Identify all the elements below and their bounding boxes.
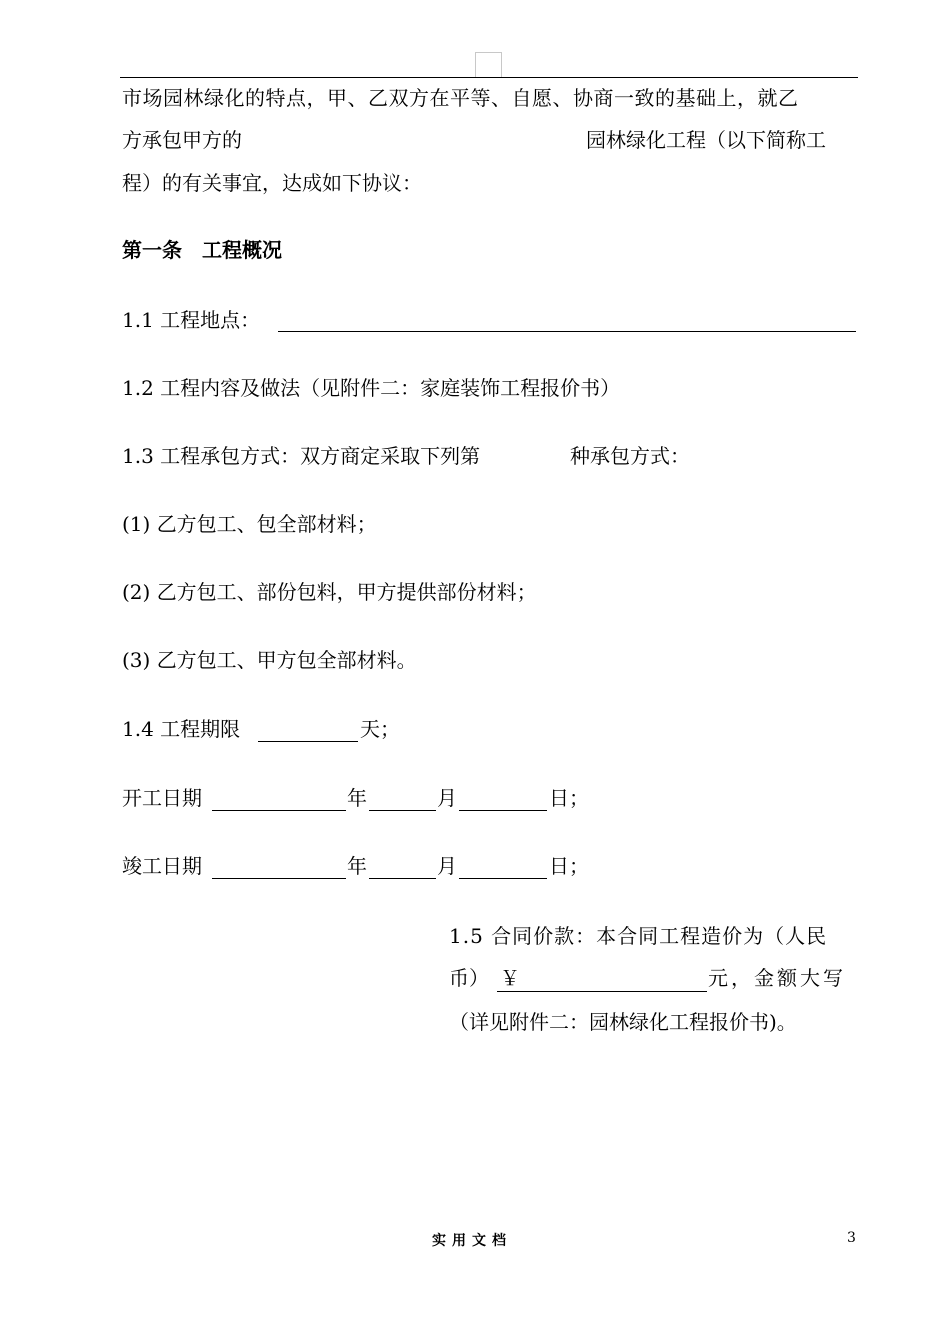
- item-1-5-line-1: 1.5 合同价款：本合同工程造价为（人民: [449, 924, 828, 948]
- item-1-5-line-3: （详见附件二：园林绿化工程报价书)。: [449, 1010, 797, 1034]
- start-month-blank: [369, 810, 436, 811]
- page-number: 3: [847, 1230, 856, 1246]
- item-1-5-currency-label: 币）: [449, 966, 489, 990]
- intro-line-2-left: 方承包甲方的: [122, 128, 242, 152]
- end-month-unit: 月: [437, 854, 457, 878]
- days-blank-line: [258, 741, 358, 742]
- item-1-3-b: 种承包方式：: [570, 444, 690, 468]
- start-year-blank: [212, 810, 346, 811]
- end-month-blank: [369, 878, 436, 879]
- end-date-label: 竣工日期: [122, 854, 202, 878]
- start-month-unit: 月: [437, 786, 457, 810]
- start-day-unit: 日；: [549, 786, 589, 810]
- option-1: (1) 乙方包工、包全部材料；: [122, 512, 377, 536]
- end-year-unit: 年: [347, 854, 367, 878]
- header-rule: [120, 77, 858, 78]
- yen-symbol: ￥: [500, 966, 520, 990]
- location-blank-line: [278, 331, 856, 332]
- option-3: (3) 乙方包工、甲方包全部材料。: [122, 648, 417, 672]
- end-day-unit: 日；: [549, 854, 589, 878]
- item-1-3-a: 1.3 工程承包方式：双方商定采取下列第: [122, 444, 481, 468]
- item-1-2: 1.2 工程内容及做法（见附件二：家庭装饰工程报价书）: [122, 376, 621, 400]
- item-1-1-label: 1.1 工程地点：: [122, 308, 261, 332]
- end-day-blank: [459, 878, 547, 879]
- days-unit: 天；: [360, 717, 400, 741]
- header-margin-marker: [475, 52, 502, 78]
- item-1-4-label: 1.4 工程期限: [122, 717, 241, 741]
- end-year-blank: [212, 878, 346, 879]
- intro-line-1: 市场园林绿化的特点，甲、乙双方在平等、自愿、协商一致的基础上，就乙: [122, 86, 799, 110]
- amount-blank-line: [497, 991, 707, 992]
- article-1-heading: 第一条 工程概况: [122, 238, 282, 262]
- option-2: (2) 乙方包工、部份包料，甲方提供部份材料；: [122, 580, 537, 604]
- start-year-unit: 年: [347, 786, 367, 810]
- start-day-blank: [459, 810, 547, 811]
- intro-line-3: 程）的有关事宜，达成如下协议：: [122, 171, 422, 195]
- start-date-label: 开工日期: [122, 786, 202, 810]
- footer-label: 实用文档: [432, 1233, 512, 1249]
- item-1-5-amount-words: 元，金额大写: [708, 966, 846, 990]
- intro-line-2-right: 园林绿化工程（以下简称工: [586, 128, 826, 152]
